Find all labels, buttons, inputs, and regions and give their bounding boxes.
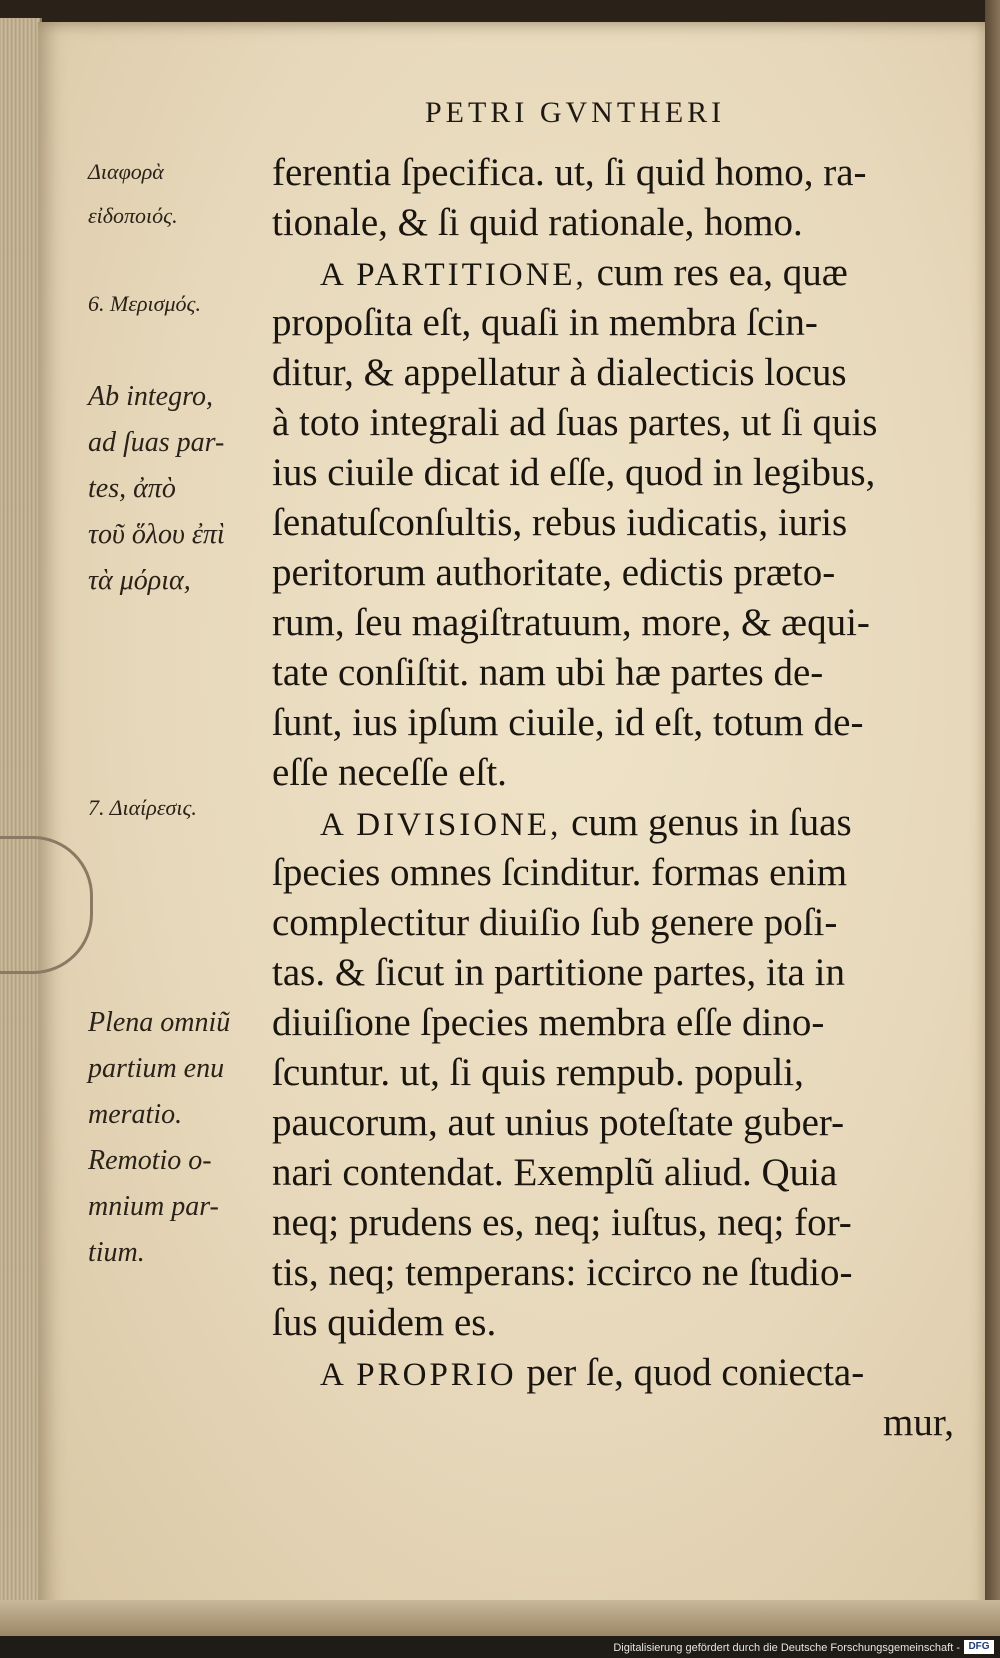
margin-note-line: partium enu — [88, 1053, 225, 1084]
margin-note-ab-integro — [88, 374, 273, 604]
text-line — [272, 348, 962, 398]
main-text-block — [272, 148, 962, 1398]
text-line — [272, 1298, 962, 1348]
margin-note-line: Plena omniũ — [88, 1007, 231, 1038]
line-text: per ſe, quod coniecta- — [516, 1351, 865, 1394]
margin-note-line: ad ſuas par- — [88, 427, 225, 458]
text-line — [272, 698, 962, 748]
text-line — [272, 248, 962, 298]
margin-note-line: Διαφορὰ — [88, 159, 164, 184]
text-line — [272, 998, 962, 1048]
text-line — [272, 648, 962, 698]
footer-credit: Digitalisierung gefördert durch die Deutsche Forschungsgemeinschaft - — [613, 1642, 960, 1654]
dfg-logo: DFG — [964, 1640, 994, 1654]
section-lead: A PARTITIONE, — [320, 257, 587, 293]
line-text: tis, neq; temperans: iccirco ne ſtudio- — [272, 1251, 853, 1294]
line-text: cum res ea, quæ — [586, 251, 848, 294]
margin-note-line: Ab integro, — [88, 381, 213, 412]
line-text: peritorum authoritate, edictis præto- — [272, 551, 836, 594]
margin-note-line: 6. Μερισμός. — [88, 291, 201, 316]
line-text: tionale, & ſi quid rationale, homo. — [272, 201, 803, 244]
line-text: neq; prudens es, neq; iuſtus, neq; for- — [272, 1201, 852, 1244]
line-text: cum genus in ſuas — [561, 801, 852, 844]
text-line — [272, 1048, 962, 1098]
text-line — [272, 948, 962, 998]
margin-note-line: meratio. — [88, 1099, 183, 1130]
scan-right-border — [985, 0, 1000, 1658]
line-text: tas. & ſicut in partitione partes, ita in — [272, 951, 845, 994]
line-text: complectitur diuiſio ſub genere poſi- — [272, 901, 838, 944]
margin-note-line: tium. — [88, 1237, 145, 1268]
page-bottom-edge — [0, 1600, 1000, 1636]
text-line — [272, 848, 962, 898]
text-line — [272, 498, 962, 548]
margin-note-plena — [88, 1000, 273, 1276]
line-text: paucorum, aut unius poteſtate guber- — [272, 1101, 845, 1144]
text-line — [272, 598, 962, 648]
margin-note-merismos — [88, 282, 273, 326]
line-text: nari contendat. Exemplũ aliud. Quia — [272, 1151, 838, 1194]
line-text: ſenatuſconſultis, rebus iudicatis, iuris — [272, 501, 848, 544]
margin-note-line: Remotio o- — [88, 1145, 212, 1176]
margin-note-line: τοῦ ὅλου ἐπὶ — [88, 519, 225, 550]
line-text: ſus quidem es. — [272, 1301, 497, 1344]
line-text: à toto integrali ad ſuas partes, ut ſi quis — [272, 401, 878, 444]
margin-note-line: τὰ μόρια, — [88, 565, 191, 596]
line-text: rum, ſeu magiſtratuum, more, & æqui- — [272, 601, 870, 644]
text-line — [272, 1248, 962, 1298]
catchword: mur, — [882, 1401, 954, 1444]
text-line — [272, 1348, 962, 1398]
text-line — [272, 1148, 962, 1198]
line-text: diuiſione ſpecies membra eſſe dino- — [272, 1001, 825, 1044]
line-text: ſcuntur. ut, ſi quis rempub. populi, — [272, 1051, 804, 1094]
line-text: tate conſiſtit. nam ubi hæ partes de- — [272, 651, 824, 694]
line-text: propoſita eſt, quaſi in membra ſcin- — [272, 301, 818, 344]
line-text: ius ciuile dicat id eſſe, quod in legibus, — [272, 451, 876, 494]
margin-note-diaphora — [88, 150, 273, 238]
catchword-block — [272, 1398, 962, 1448]
text-line — [272, 1098, 962, 1148]
margin-note-line: εἰδοποιός. — [88, 203, 178, 228]
section-lead: A DIVISIONE, — [320, 807, 562, 843]
running-head: PETRI GVNTHERI — [425, 96, 726, 129]
margin-note-line: tes, ἀπὸ — [88, 473, 176, 504]
text-line — [272, 448, 962, 498]
text-line — [272, 198, 962, 248]
line-text: ſpecies omnes ſcinditur. formas enim — [272, 851, 848, 894]
scan-top-border — [0, 0, 1000, 22]
section-lead: A PROPRIO — [320, 1357, 517, 1393]
line-text: eſſe neceſſe eſt. — [272, 751, 507, 794]
text-line — [272, 748, 962, 798]
text-line — [272, 1198, 962, 1248]
line-text: ferentia ſpecifica. ut, ſi quid homo, ra- — [272, 151, 867, 194]
text-line — [272, 398, 962, 448]
text-line — [272, 548, 962, 598]
page-stack-edge — [0, 18, 42, 1623]
line-text: ſunt, ius ipſum ciuile, id eſt, totum de- — [272, 701, 864, 744]
margin-note-line: 7. Διαίρεσις. — [88, 795, 197, 820]
text-line — [272, 898, 962, 948]
text-line — [272, 798, 962, 848]
text-line — [272, 148, 962, 198]
margin-note-diairesis — [88, 786, 273, 830]
margin-note-line: mnium par- — [88, 1191, 219, 1222]
text-line — [272, 298, 962, 348]
line-text: ditur, & appellatur à dialecticis locus — [272, 351, 847, 394]
